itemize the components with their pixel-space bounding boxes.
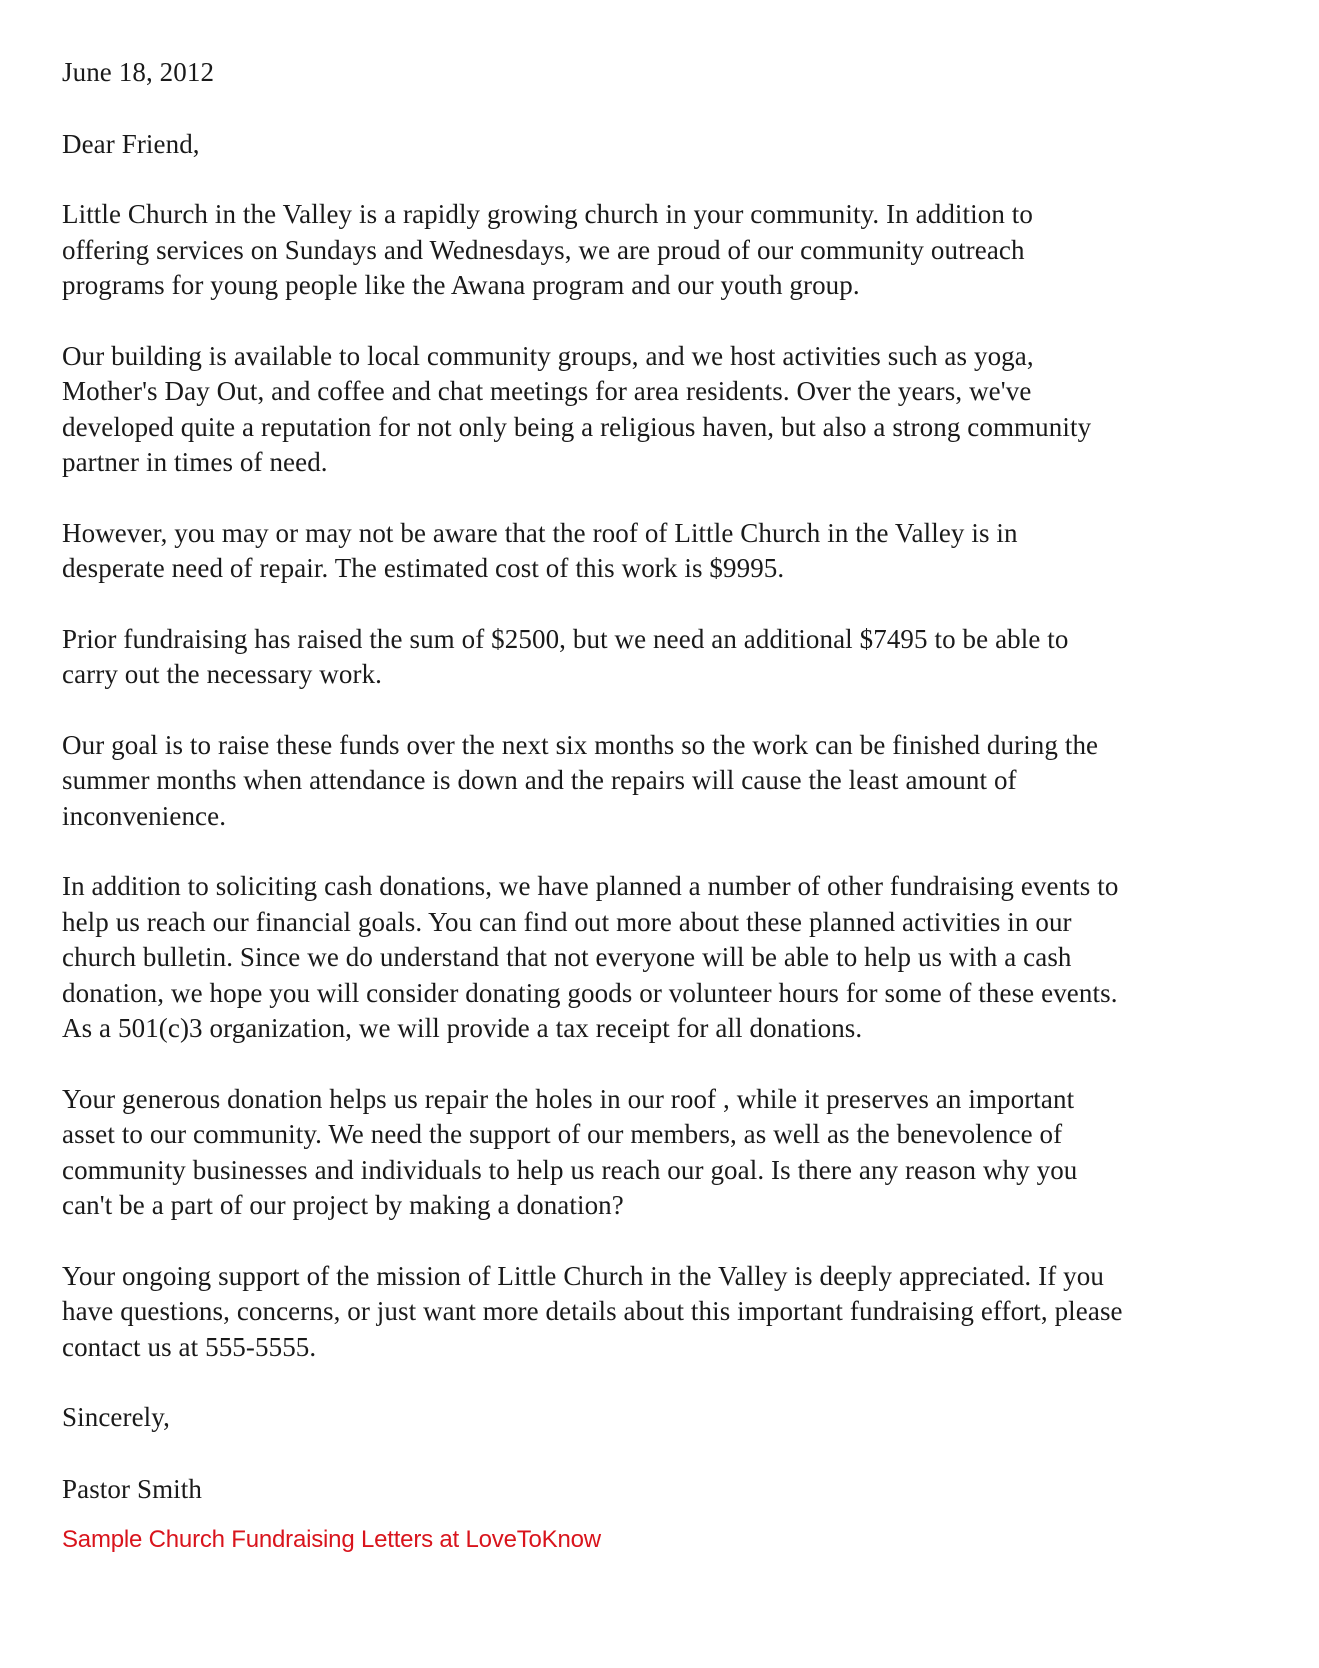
paragraph-line: help us reach our financial goals. You can find out more about these planned activities in our bbox=[62, 906, 1072, 937]
paragraph-line: Your ongoing support of the mission of Little Church in the Valley is deeply appreciated. If you bbox=[62, 1260, 1104, 1291]
paragraph-line: In addition to soliciting cash donations, we have planned a number of other fundraising events to bbox=[62, 871, 1119, 901]
paragraph-line: Our building is available to local community groups, and we host activities such as yoga, bbox=[62, 340, 1034, 371]
paragraph-line: community businesses and individuals to help us reach our goal. Is there any reason why you bbox=[62, 1154, 1078, 1185]
paragraph-line: Mother's Day Out, and coffee and chat meetings for area residents. Over the years, we've bbox=[62, 376, 1032, 406]
paragraph-line: Prior fundraising has raised the sum of $2500, but we need an additional $7495 to be able to bbox=[62, 623, 1069, 654]
paragraph-line: offering services on Sundays and Wednesdays, we are proud of our community outreach bbox=[62, 234, 1025, 265]
paragraph-line: programs for young people like the Awana program and our youth group. bbox=[62, 270, 860, 300]
paragraph-line: donation, we hope you will consider donating goods or volunteer hours for some of these events. bbox=[62, 977, 1118, 1008]
closing: Sincerely, bbox=[62, 1402, 170, 1432]
paragraph-line: desperate need of repair. The estimated cost of this work is $9995. bbox=[62, 553, 785, 583]
paragraph-line: developed quite a reputation for not only being a religious haven, but also a strong community bbox=[62, 411, 1092, 442]
paragraph-line: contact us at 555-5555. bbox=[62, 1331, 317, 1362]
body-paragraph-1 bbox=[62, 197, 1262, 304]
paragraph-line: carry out the necessary work. bbox=[62, 659, 383, 689]
paragraph-line: partner in times of need. bbox=[62, 447, 328, 477]
source-link[interactable]: Sample Church Fundraising Letters at LoveToKnow bbox=[62, 1526, 601, 1553]
signature: Pastor Smith bbox=[62, 1473, 202, 1504]
body-paragraph-7 bbox=[62, 1082, 1262, 1224]
body-paragraph-4 bbox=[62, 622, 1262, 693]
body-paragraph-2 bbox=[62, 339, 1262, 481]
paragraph-line: Our goal is to raise these funds over the next six months so the work can be finished during the bbox=[62, 729, 1099, 760]
paragraph-line: church bulletin. Since we do understand that not everyone will be able to help us with a cash bbox=[62, 942, 1072, 972]
body-paragraph-8 bbox=[62, 1259, 1262, 1366]
body-paragraph-3 bbox=[62, 516, 1262, 587]
body-paragraph-6 bbox=[62, 869, 1262, 1047]
paragraph-line: inconvenience. bbox=[62, 800, 227, 831]
salutation: Dear Friend, bbox=[62, 128, 200, 159]
paragraph-line: Little Church in the Valley is a rapidly growing church in your community. In addition to bbox=[62, 199, 1033, 229]
letter bbox=[62, 55, 1262, 1555]
paragraph-line: asset to our community. We need the support of our members, as well as the benevolence of bbox=[62, 1119, 1063, 1149]
paragraph-line: have questions, concerns, or just want more details about this important fundraising effort, please bbox=[62, 1296, 1123, 1326]
letter-date: June 18, 2012 bbox=[62, 57, 215, 87]
paragraph-line: However, you may or may not be aware that the roof of Little Church in the Valley is in bbox=[62, 517, 1018, 548]
body-paragraph-5 bbox=[62, 728, 1262, 835]
paragraph-line: Your generous donation helps us repair the holes in our roof , while it preserves an important bbox=[62, 1083, 1075, 1114]
paragraph-line: As a 501(c)3 organization, we will provide a tax receipt for all donations. bbox=[62, 1013, 863, 1043]
paragraph-line: can't be a part of our project by making a donation? bbox=[62, 1190, 624, 1220]
paragraph-line: summer months when attendance is down and the repairs will cause the least amount of bbox=[62, 765, 1017, 795]
